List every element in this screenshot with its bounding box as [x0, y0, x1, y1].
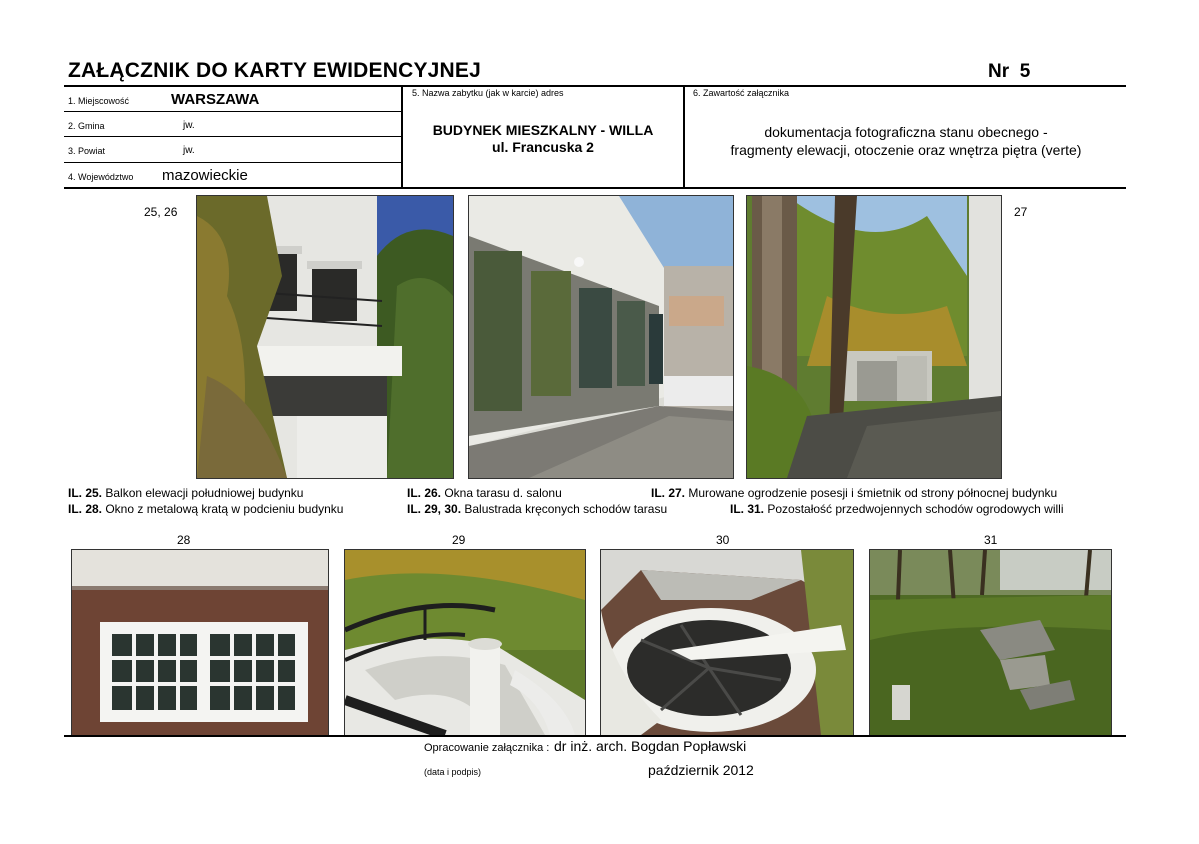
gmina-label: 2. Gmina — [68, 121, 105, 131]
caption-26 — [407, 486, 562, 500]
caption-29-text: Balustrada kręconych schodów tarasu — [461, 502, 668, 516]
miejscowosc-label: 1. Miejscowość — [68, 96, 130, 106]
row-divider-2 — [64, 136, 402, 137]
author-name: dr inż. arch. Bogdan Popławski — [554, 738, 747, 754]
caption-25-text: Balkon elewacji południowej budynku — [102, 486, 304, 500]
caption-27-il: IL. 27. — [651, 486, 686, 500]
photo-31-garden-remains — [869, 549, 1112, 736]
powiat-label: 3. Powiat — [68, 146, 106, 156]
date-signature-label: (data i podpis) — [424, 767, 482, 777]
caption-31 — [730, 502, 1064, 516]
photo-number-29: 29 — [452, 533, 466, 547]
caption-28-text: Okno z metalową kratą w podcieniu budynku — [102, 502, 344, 516]
footer-top-line — [64, 735, 1126, 737]
photo-29-image — [345, 550, 585, 735]
monument-name — [403, 122, 683, 156]
photo-number-30: 30 — [716, 533, 730, 547]
caption-27-text: Murowane ogrodzenie posesji i śmietnik od strony północnej budynku — [685, 486, 1058, 500]
table-top-line — [64, 85, 1126, 87]
caption-31-il: IL. 31. — [730, 502, 765, 516]
photo-28-window-grille — [71, 549, 329, 736]
nazwa-label: 5. Nazwa zabytku (jak w karcie) adres — [412, 88, 564, 98]
photo-29-balustrade — [344, 549, 586, 736]
wojewodztwo-label: 4. Województwo — [68, 172, 134, 182]
zawartosc-label: 6. Zawartość załącznika — [693, 88, 790, 98]
caption-29-30 — [407, 502, 667, 516]
date-value: październik 2012 — [648, 762, 754, 778]
gmina-value: jw. — [183, 120, 195, 131]
photo-26-terrace-windows — [468, 195, 734, 479]
photo-26-image — [469, 196, 733, 478]
photo-30-spiral-stair — [600, 549, 854, 736]
monument-address: ul. Francuska 2 — [492, 139, 594, 155]
wojewodztwo-value: mazowieckie — [162, 167, 248, 184]
caption-28 — [68, 502, 343, 516]
nr-label: Nr — [988, 61, 1010, 82]
attachment-contents — [685, 123, 1127, 159]
photo-27-image — [747, 196, 1001, 478]
photo-number-25-26: 25, 26 — [144, 205, 178, 219]
caption-25 — [68, 486, 303, 500]
miejscowosc-value: WARSZAWA — [171, 91, 260, 108]
table-bottom-line — [64, 187, 1126, 189]
photo-27-garden-wall — [746, 195, 1002, 479]
caption-28-il: IL. 28. — [68, 502, 103, 516]
caption-31-text: Pozostałość przedwojennych schodów ogrodowych willi — [764, 502, 1064, 516]
page-title: ZAŁĄCZNIK DO KARTY EWIDENCYJNEJ — [68, 59, 482, 82]
caption-25-il: IL. 25. — [68, 486, 103, 500]
contents-line1: dokumentacja fotograficzna stanu obecnego - — [764, 124, 1048, 140]
photo-28-image — [72, 550, 328, 735]
photo-30-image — [601, 550, 853, 735]
contents-line2: fragmenty elewacji, otoczenie oraz wnętrza piętra (verte) — [730, 142, 1082, 158]
monument-name-line1: BUDYNEK MIESZKALNY - WILLA — [432, 122, 654, 138]
photo-31-image — [870, 550, 1111, 735]
caption-29-il: IL. 29, 30. — [407, 502, 462, 516]
photo-25-balcony — [196, 195, 454, 479]
prepared-by-label: Opracowanie załącznika : — [424, 742, 550, 754]
photo-number-31: 31 — [984, 533, 998, 547]
photo-number-28: 28 — [177, 533, 191, 547]
caption-26-il: IL. 26. — [407, 486, 442, 500]
photo-25-image — [197, 196, 453, 478]
caption-27 — [651, 486, 1057, 500]
nr-value: 5 — [1019, 61, 1031, 82]
row-divider-1 — [64, 111, 402, 112]
powiat-value: jw. — [183, 145, 195, 156]
photo-number-27: 27 — [1014, 205, 1028, 219]
attachment-number — [988, 61, 1030, 83]
caption-26-text: Okna tarasu d. salonu — [441, 486, 562, 500]
row-divider-3 — [64, 162, 402, 163]
